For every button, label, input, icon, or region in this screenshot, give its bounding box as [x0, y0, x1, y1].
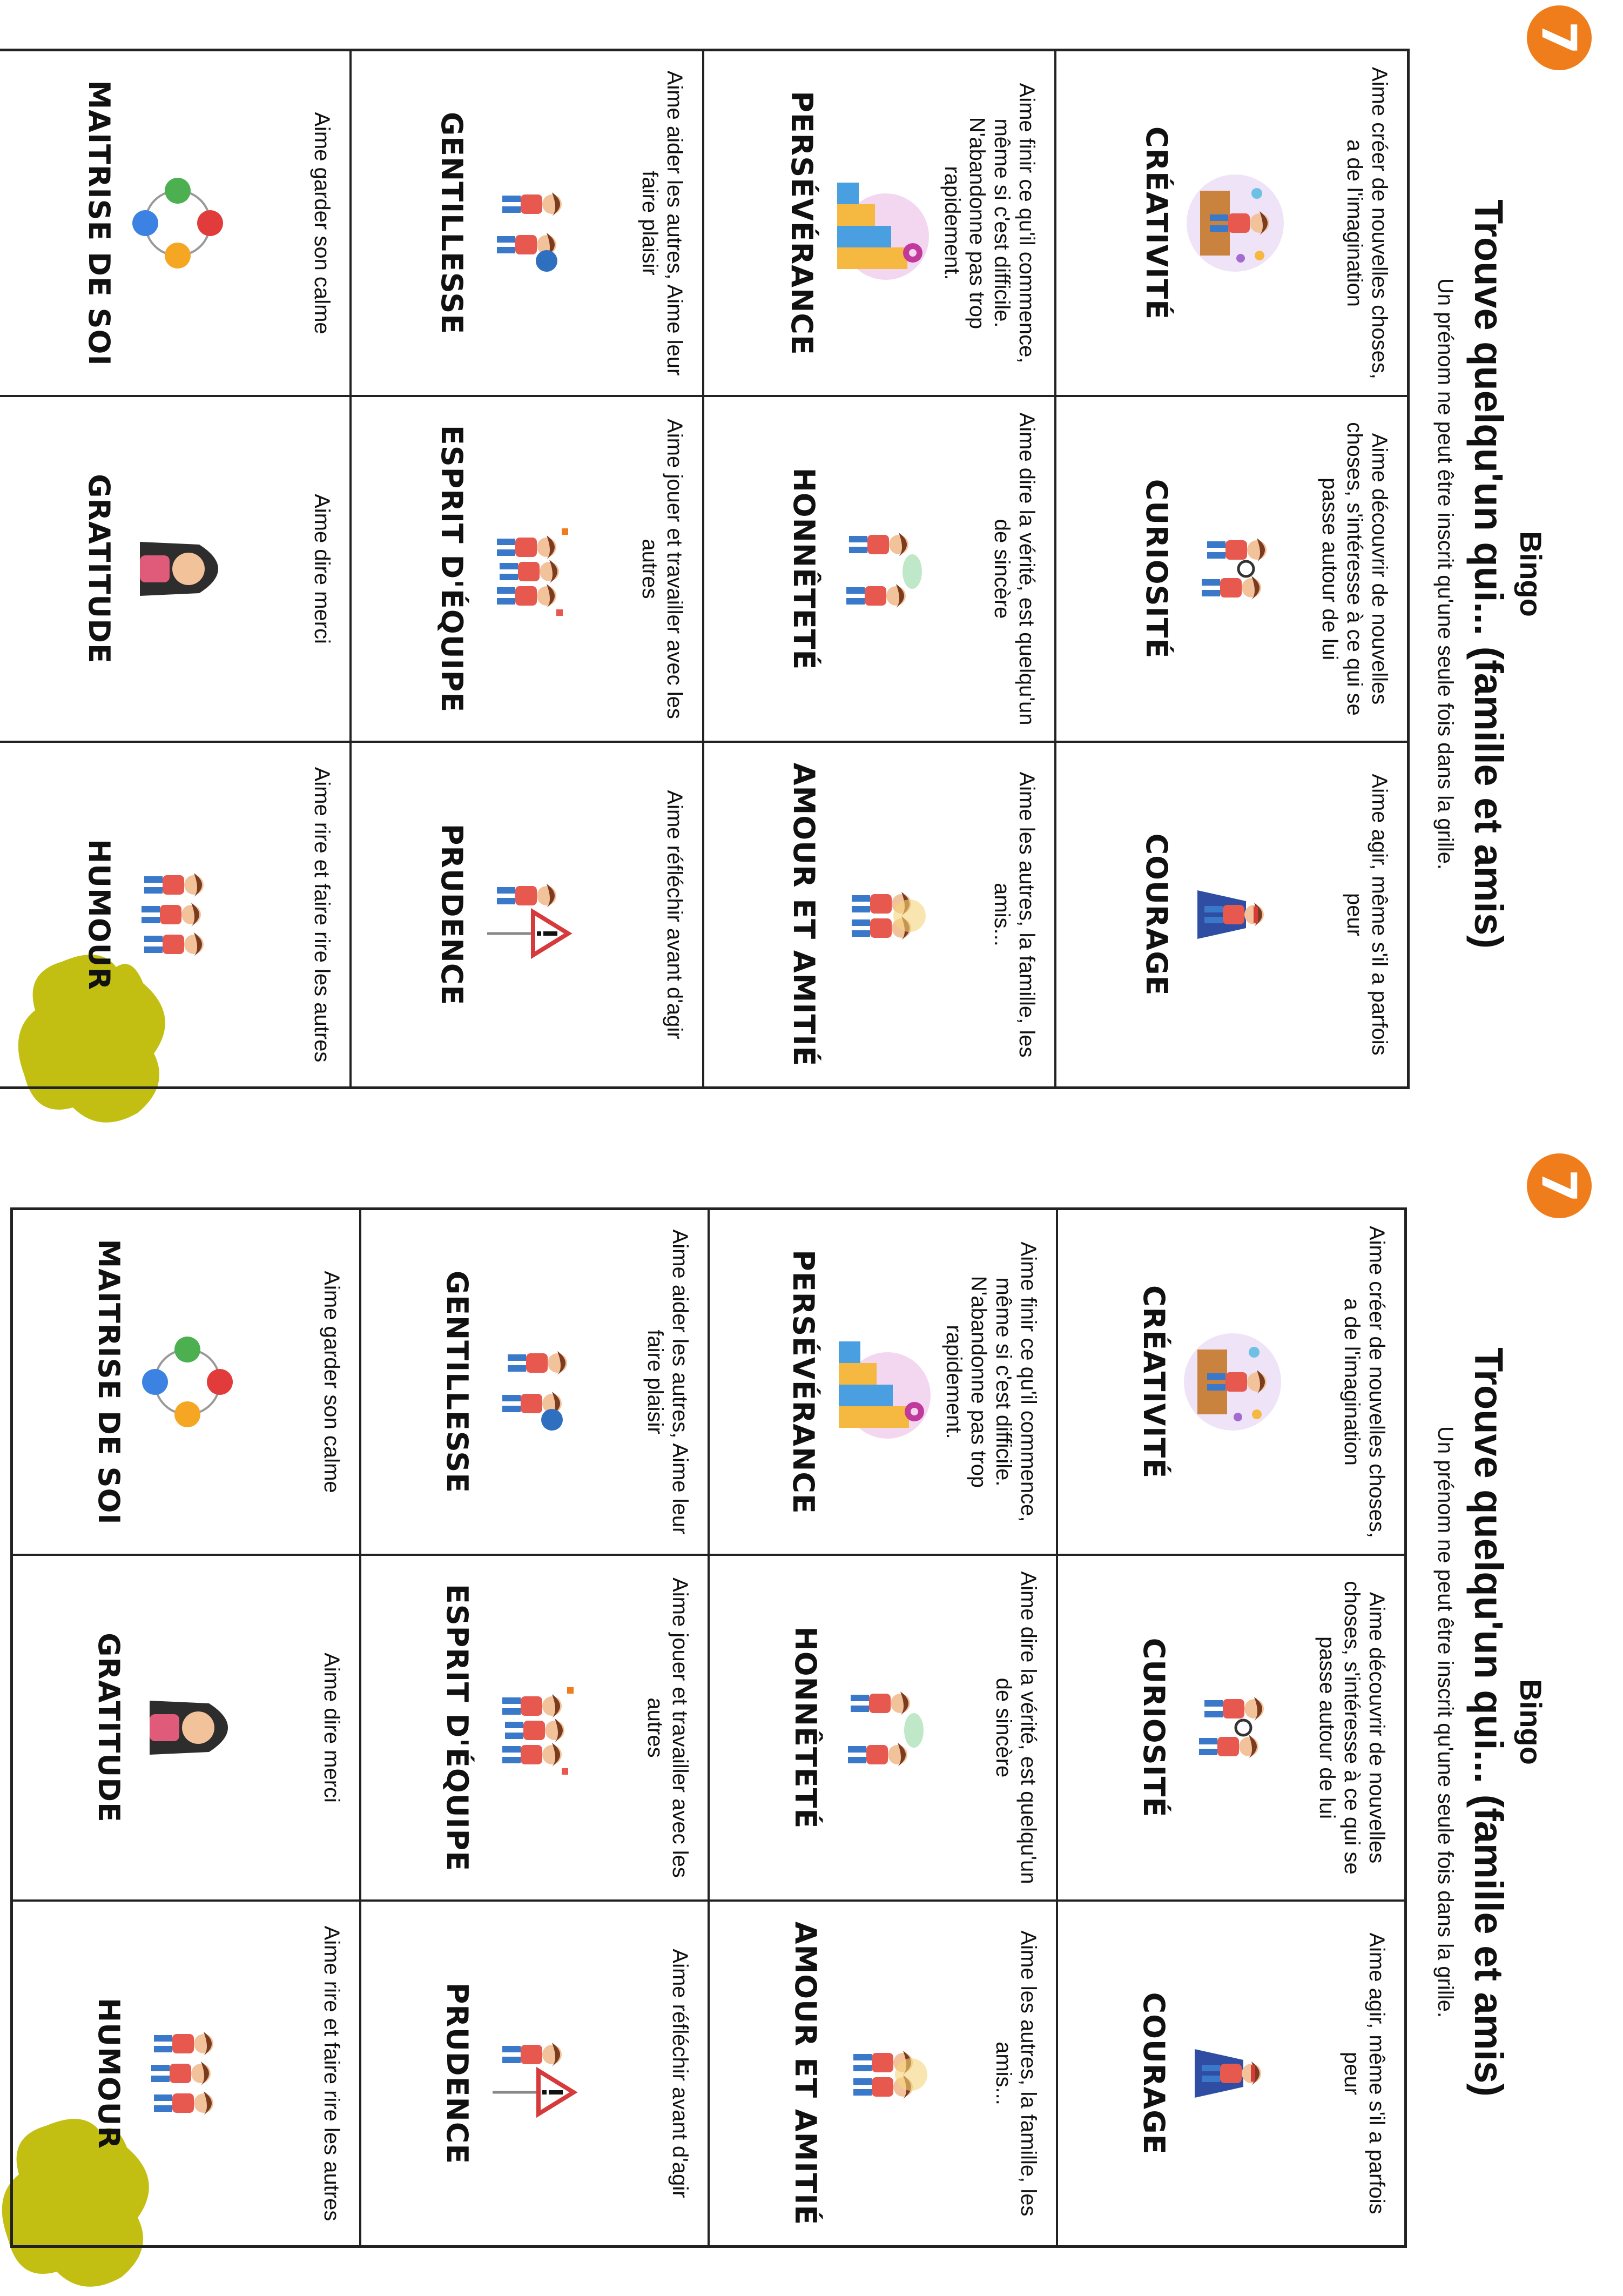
- emotion-cycle-icon: [133, 1320, 241, 1444]
- bingo-cell-creativite[interactable]: [1057, 1209, 1405, 1555]
- children-exploring-icon: [1181, 507, 1289, 631]
- cell-description: Aime rire et faire rire les autres: [310, 767, 334, 1063]
- cell-description: Aime les autres, la famille, les amis...: [992, 1930, 1040, 2217]
- bingo-grid: [10, 1207, 1407, 2248]
- team-celebrating-icon: [476, 507, 584, 631]
- badge-number: 7: [1531, 1169, 1587, 1203]
- bingo-cell-humour[interactable]: [12, 1901, 360, 2246]
- cell-description: Aime agir, même s'il a parfois peur: [1343, 774, 1391, 1056]
- cell-description: Aime jouer et travailler avec les autres: [643, 1577, 692, 1878]
- children-exploring-icon: [1178, 1666, 1287, 1790]
- badge-number: 7: [1531, 21, 1587, 55]
- children-hugging-icon: [829, 852, 937, 977]
- rotated-page: [0, 1148, 1623, 2296]
- cell-description: Aime jouer et travailler avec les autres: [638, 419, 686, 719]
- cell-label: GRATITUDE: [82, 474, 117, 664]
- cell-label: AMOUR ET AMITIÉ: [789, 1921, 823, 2226]
- child-painting-icon: [1181, 161, 1289, 285]
- cell-description: Aime réfléchir avant d'agir: [663, 790, 686, 1039]
- bingo-cell-gratitude[interactable]: [0, 396, 351, 742]
- cell-description: Aime rire et faire rire les autres: [320, 1925, 344, 2221]
- bingo-heading: Bingo: [1514, 531, 1548, 617]
- bingo-grid: [0, 49, 1410, 1089]
- cell-label: CRÉATIVITÉ: [1137, 1285, 1171, 1479]
- cell-description: Aime garder son calme: [310, 112, 334, 334]
- children-laughing-icon: [124, 852, 232, 977]
- bingo-cell-honnetete[interactable]: [703, 396, 1056, 742]
- bingo-cell-curiosite[interactable]: [1056, 396, 1409, 742]
- cell-description: Aime réfléchir avant d'agir: [668, 1949, 692, 2198]
- bingo-cell-maitrise-de-soi[interactable]: [0, 50, 351, 396]
- bingo-cell-prudence[interactable]: [360, 1901, 709, 2246]
- cell-label: AMOUR ET AMITIÉ: [787, 762, 821, 1067]
- page-subtitle: Un prénom ne peut être inscrit qu'une seule fois dans la grille.: [1433, 1426, 1458, 2018]
- cell-label: MAITRISE DE SOI: [82, 80, 117, 366]
- bingo-cell-perseverance[interactable]: [703, 50, 1056, 396]
- bingo-cell-gentillesse[interactable]: [351, 50, 704, 396]
- bingo-cell-prudence[interactable]: [351, 742, 704, 1087]
- cell-label: ESPRIT D'ÉQUIPE: [440, 1583, 474, 1872]
- cell-label: CURIOSITÉ: [1137, 1637, 1171, 1818]
- cell-label: COURAGE: [1137, 1992, 1171, 2155]
- bingo-cell-courage[interactable]: [1057, 1901, 1405, 2246]
- superhero-child-icon: [1181, 852, 1289, 977]
- cell-label: PERSÉVÉRANCE: [786, 1250, 820, 1514]
- cell-label: ESPRIT D'ÉQUIPE: [435, 425, 469, 713]
- bingo-cell-humour[interactable]: [0, 742, 351, 1087]
- cell-label: PRUDENCE: [440, 1982, 474, 2165]
- cell-label: GENTILLESSE: [435, 111, 469, 335]
- cell-description: Aime dire merci: [320, 1653, 344, 1803]
- warning-sign-icon: [476, 852, 584, 977]
- children-talking-icon: [829, 507, 937, 631]
- cell-label: PRUDENCE: [435, 823, 469, 1006]
- stairs-gear-icon: [827, 161, 935, 285]
- cell-description: Aime créer de nouvelles choses, a de l'imagination: [1340, 1225, 1389, 1539]
- bingo-cell-curiosite[interactable]: [1057, 1555, 1405, 1901]
- cell-label: COURAGE: [1140, 833, 1174, 996]
- cell-description: Aime agir, même s'il a parfois peur: [1340, 1932, 1389, 2214]
- bingo-cell-gentillesse[interactable]: [360, 1209, 709, 1555]
- cell-description: Aime dire la vérité, est quelqu'un de sincère: [992, 1571, 1040, 1884]
- cell-label: CURIOSITÉ: [1140, 479, 1174, 659]
- cell-label: PERSÉVÉRANCE: [785, 91, 819, 355]
- bingo-heading: Bingo: [1514, 1679, 1548, 1765]
- emotion-cycle-icon: [124, 161, 232, 285]
- bingo-cell-amour-amitie[interactable]: [703, 742, 1056, 1087]
- children-helping-icon: [482, 1320, 590, 1444]
- cell-description: Aime garder son calme: [320, 1271, 344, 1493]
- cell-label: MAITRISE DE SOI: [92, 1239, 126, 1525]
- bingo-cell-gratitude[interactable]: [12, 1555, 360, 1901]
- children-hugging-icon: [830, 2011, 938, 2136]
- bingo-cell-creativite[interactable]: [1056, 50, 1409, 396]
- cell-description: Aime les autres, la famille, les amis...: [990, 771, 1039, 1058]
- cell-label: HUMOUR: [82, 838, 117, 991]
- cell-description: Aime finir ce qu'il commence, même si c'est difficile. N'abandonne pas trop rapidement.: [940, 83, 1039, 364]
- cell-label: HONNÊTETÉ: [789, 1626, 823, 1829]
- cell-description: Aime aider les autres, Aime leur faire plaisir: [638, 70, 686, 376]
- cell-description: Aime dire la vérité, est quelqu'un de sincère: [990, 412, 1039, 726]
- bingo-sheet-2: [0, 1148, 1623, 2296]
- header: [1433, 1148, 1547, 2296]
- cell-label: CRÉATIVITÉ: [1140, 126, 1174, 320]
- warning-sign-icon: [482, 2011, 590, 2136]
- bingo-cell-esprit-equipe[interactable]: [351, 396, 704, 742]
- header: [1433, 0, 1547, 1148]
- bingo-cell-esprit-equipe[interactable]: [360, 1555, 709, 1901]
- cell-label: GRATITUDE: [92, 1633, 126, 1823]
- girl-grateful-icon: [133, 1666, 241, 1790]
- bingo-cell-amour-amitie[interactable]: [709, 1901, 1057, 2246]
- cell-description: Aime finir ce qu'il commence, même si c'est difficile. N'abandonne pas trop rapidement.: [942, 1241, 1040, 1522]
- cell-label: HONNÊTETÉ: [787, 467, 821, 670]
- bingo-cell-courage[interactable]: [1056, 742, 1409, 1087]
- cell-label: HUMOUR: [92, 1997, 126, 2150]
- cell-description: Aime créer de nouvelles choses, a de l'imagination: [1343, 66, 1391, 380]
- child-painting-icon: [1178, 1320, 1287, 1444]
- cell-label: GENTILLESSE: [440, 1270, 474, 1494]
- bingo-cell-perseverance[interactable]: [709, 1209, 1057, 1555]
- page-title: Trouve quelqu'un qui... (famille et amis): [1466, 1347, 1512, 2097]
- children-laughing-icon: [133, 2011, 241, 2136]
- superhero-child-icon: [1178, 2011, 1287, 2136]
- page-subtitle: Un prénom ne peut être inscrit qu'une seule fois dans la grille.: [1433, 278, 1458, 870]
- girl-grateful-icon: [124, 507, 232, 631]
- cell-description: Aime dire merci: [310, 494, 334, 644]
- children-talking-icon: [830, 1666, 938, 1790]
- cell-description: Aime découvrir de nouvelles choses, s'intéresse à ce qui se passe autour de lui: [1318, 422, 1391, 716]
- cell-description: Aime aider les autres, Aime leur faire plaisir: [643, 1229, 692, 1535]
- children-helping-icon: [476, 161, 584, 285]
- stairs-gear-icon: [828, 1320, 936, 1444]
- bingo-cell-honnetete[interactable]: [709, 1555, 1057, 1901]
- bingo-cell-maitrise-de-soi[interactable]: [12, 1209, 360, 1555]
- team-celebrating-icon: [482, 1666, 590, 1790]
- cell-description: Aime découvrir de nouvelles choses, s'intéresse à ce qui se passe autour de lui: [1315, 1581, 1389, 1875]
- page-title: Trouve quelqu'un qui... (famille et amis): [1466, 199, 1512, 949]
